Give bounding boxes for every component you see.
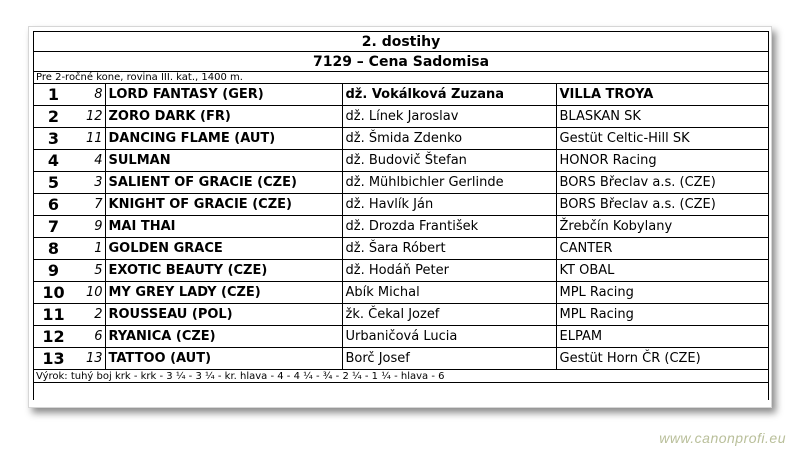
owner-cell: VILLA TROYA: [556, 84, 768, 106]
position-cell: 3: [34, 128, 73, 150]
jockey-cell: dž. Vokálková Zuzana: [342, 84, 556, 106]
start-number-cell: 8: [73, 84, 105, 106]
jockey-cell: dž. Budovič Štefan: [342, 150, 556, 172]
position-cell: 10: [34, 282, 73, 304]
results-table-frame: [33, 31, 769, 400]
start-number-cell: 7: [73, 194, 105, 216]
start-number-cell: 10: [73, 282, 105, 304]
result-row: [34, 326, 768, 348]
horse-cell: ZORO DARK (FR): [105, 106, 342, 128]
start-number-cell: 5: [73, 260, 105, 282]
horse-cell: MY GREY LADY (CZE): [105, 282, 342, 304]
owner-cell: BLASKAN SK: [556, 106, 768, 128]
position-cell: 6: [34, 194, 73, 216]
position-cell: 2: [34, 106, 73, 128]
race-name-row: [34, 52, 768, 72]
horse-cell: LORD FANTASY (GER): [105, 84, 342, 106]
jockey-cell: dž. Šara Róbert: [342, 238, 556, 260]
owner-cell: BORS Břeclav a.s. (CZE): [556, 194, 768, 216]
horse-cell: TATTOO (AUT): [105, 348, 342, 370]
start-number-cell: 9: [73, 216, 105, 238]
horse-cell: DANCING FLAME (AUT): [105, 128, 342, 150]
jockey-cell: dž. Línek Jaroslav: [342, 106, 556, 128]
result-row: [34, 128, 768, 150]
result-row: [34, 282, 768, 304]
horse-cell: EXOTIC BEAUTY (CZE): [105, 260, 342, 282]
race-name: 7129 – Cena Sadomisa: [34, 52, 768, 72]
result-row: [34, 260, 768, 282]
jockey-cell: žk. Čekal Jozef: [342, 304, 556, 326]
start-number-cell: 1: [73, 238, 105, 260]
position-cell: 13: [34, 348, 73, 370]
owner-cell: KT OBAL: [556, 260, 768, 282]
owner-cell: ELPAM: [556, 326, 768, 348]
start-number-cell: 2: [73, 304, 105, 326]
owner-cell: Gestüt Horn ČR (CZE): [556, 348, 768, 370]
position-cell: 12: [34, 326, 73, 348]
horse-cell: MAI THAI: [105, 216, 342, 238]
jockey-cell: Abík Michal: [342, 282, 556, 304]
owner-cell: MPL Racing: [556, 304, 768, 326]
horse-cell: GOLDEN GRACE: [105, 238, 342, 260]
jockey-cell: dž. Mühlbichler Gerlinde: [342, 172, 556, 194]
position-cell: 4: [34, 150, 73, 172]
horse-cell: RYANICA (CZE): [105, 326, 342, 348]
results-table: [34, 32, 768, 383]
race-title-row: [34, 32, 768, 52]
result-row: [34, 348, 768, 370]
owner-cell: BORS Břeclav a.s. (CZE): [556, 172, 768, 194]
jockey-cell: Urbaničová Lucia: [342, 326, 556, 348]
race-conditions: Pre 2-ročné kone, rovina III. kat., 1400 m.: [34, 72, 768, 84]
owner-cell: HONOR Racing: [556, 150, 768, 172]
owner-cell: CANTER: [556, 238, 768, 260]
result-row: [34, 172, 768, 194]
result-row: [34, 84, 768, 106]
race-title: 2. dostihy: [34, 32, 768, 52]
start-number-cell: 4: [73, 150, 105, 172]
start-number-cell: 11: [73, 128, 105, 150]
horse-cell: SALIENT OF GRACIE (CZE): [105, 172, 342, 194]
result-row: [34, 194, 768, 216]
position-cell: 1: [34, 84, 73, 106]
jockey-cell: Borč Josef: [342, 348, 556, 370]
start-number-cell: 13: [73, 348, 105, 370]
position-cell: 7: [34, 216, 73, 238]
results-sheet: [28, 26, 772, 408]
result-summary-row: [34, 370, 768, 383]
result-row: [34, 216, 768, 238]
horse-cell: KNIGHT OF GRACIE (CZE): [105, 194, 342, 216]
result-row: [34, 238, 768, 260]
jockey-cell: dž. Havlík Ján: [342, 194, 556, 216]
owner-cell: MPL Racing: [556, 282, 768, 304]
watermark: www.canonprofi.eu: [659, 430, 786, 446]
owner-cell: Gestüt Celtic-Hill SK: [556, 128, 768, 150]
position-cell: 5: [34, 172, 73, 194]
position-cell: 11: [34, 304, 73, 326]
jockey-cell: dž. Hodáň Peter: [342, 260, 556, 282]
owner-cell: Žrebčín Kobylany: [556, 216, 768, 238]
horse-cell: SULMAN: [105, 150, 342, 172]
race-conditions-row: [34, 72, 768, 84]
result-row: [34, 150, 768, 172]
result-row: [34, 106, 768, 128]
start-number-cell: 12: [73, 106, 105, 128]
horse-cell: ROUSSEAU (POL): [105, 304, 342, 326]
jockey-cell: dž. Šmida Zdenko: [342, 128, 556, 150]
start-number-cell: 6: [73, 326, 105, 348]
result-row: [34, 304, 768, 326]
start-number-cell: 3: [73, 172, 105, 194]
jockey-cell: dž. Drozda František: [342, 216, 556, 238]
position-cell: 8: [34, 238, 73, 260]
result-summary: Výrok: tuhý boj krk - krk - 3 ¼ - 3 ¼ - kr. hlava - 4 - 4 ¼ - ¾ - 2 ¼ - 1 ¼ - hlava - 6: [34, 370, 768, 383]
position-cell: 9: [34, 260, 73, 282]
